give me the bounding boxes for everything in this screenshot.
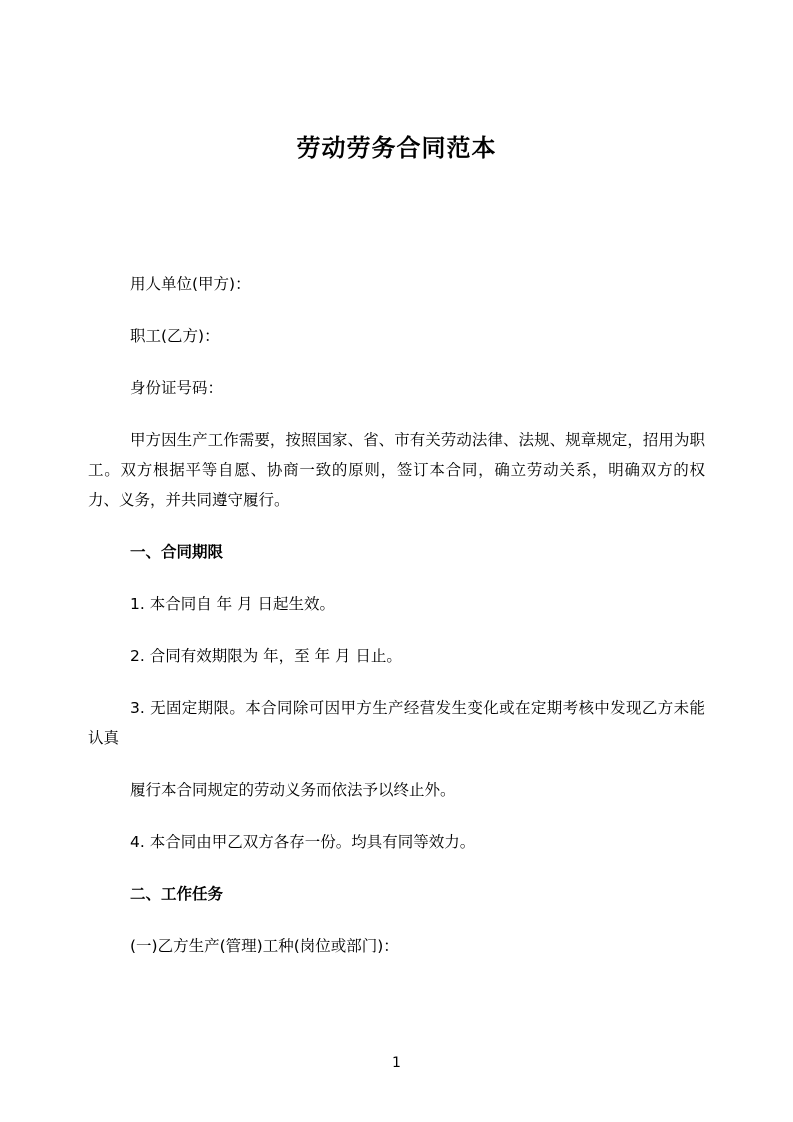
page-number: 1 [392, 1055, 401, 1071]
page-title: 劳动劳务合同范本 [296, 134, 497, 162]
section-heading-contract-term: 一、合同期限 [130, 543, 224, 561]
clause-1-4: 4. 本合同由甲乙双方各存一份。均具有同等效力。 [130, 833, 476, 851]
field-id-number: 身份证号码： [130, 379, 224, 397]
clause-1-3-continued: 履行本合同规定的劳动义务而依法予以终止外。 [130, 781, 456, 799]
clause-1-3: 3. 无固定期限。本合同除可因甲方生产经营发生变化或在定期考核中发现乙方未能认真 [88, 699, 705, 747]
field-employee: 职工(乙方)： [130, 327, 220, 345]
section-heading-work-duties: 二、工作任务 [130, 885, 224, 903]
clause-1-1: 1. 本合同自 年 月 日起生效。 [130, 595, 335, 613]
clause-2-1: (一)乙方生产(管理)工种(岗位或部门)： [130, 937, 399, 955]
paragraph-preamble: 甲方因生产工作需要，按照国家、省、市有关劳动法律、法规、规章规定，招用为职工。双方根据平等自愿、协商一致的原则，签订本合同，确立劳动关系，明确双方的权力、义务，并共同遵守履行。 [88, 431, 705, 509]
title-spacer [88, 165, 705, 269]
clause-1-2: 2. 合同有效期限为 年，至 年 月 日止。 [130, 647, 402, 665]
field-employer: 用人单位(甲方)： [130, 275, 251, 293]
